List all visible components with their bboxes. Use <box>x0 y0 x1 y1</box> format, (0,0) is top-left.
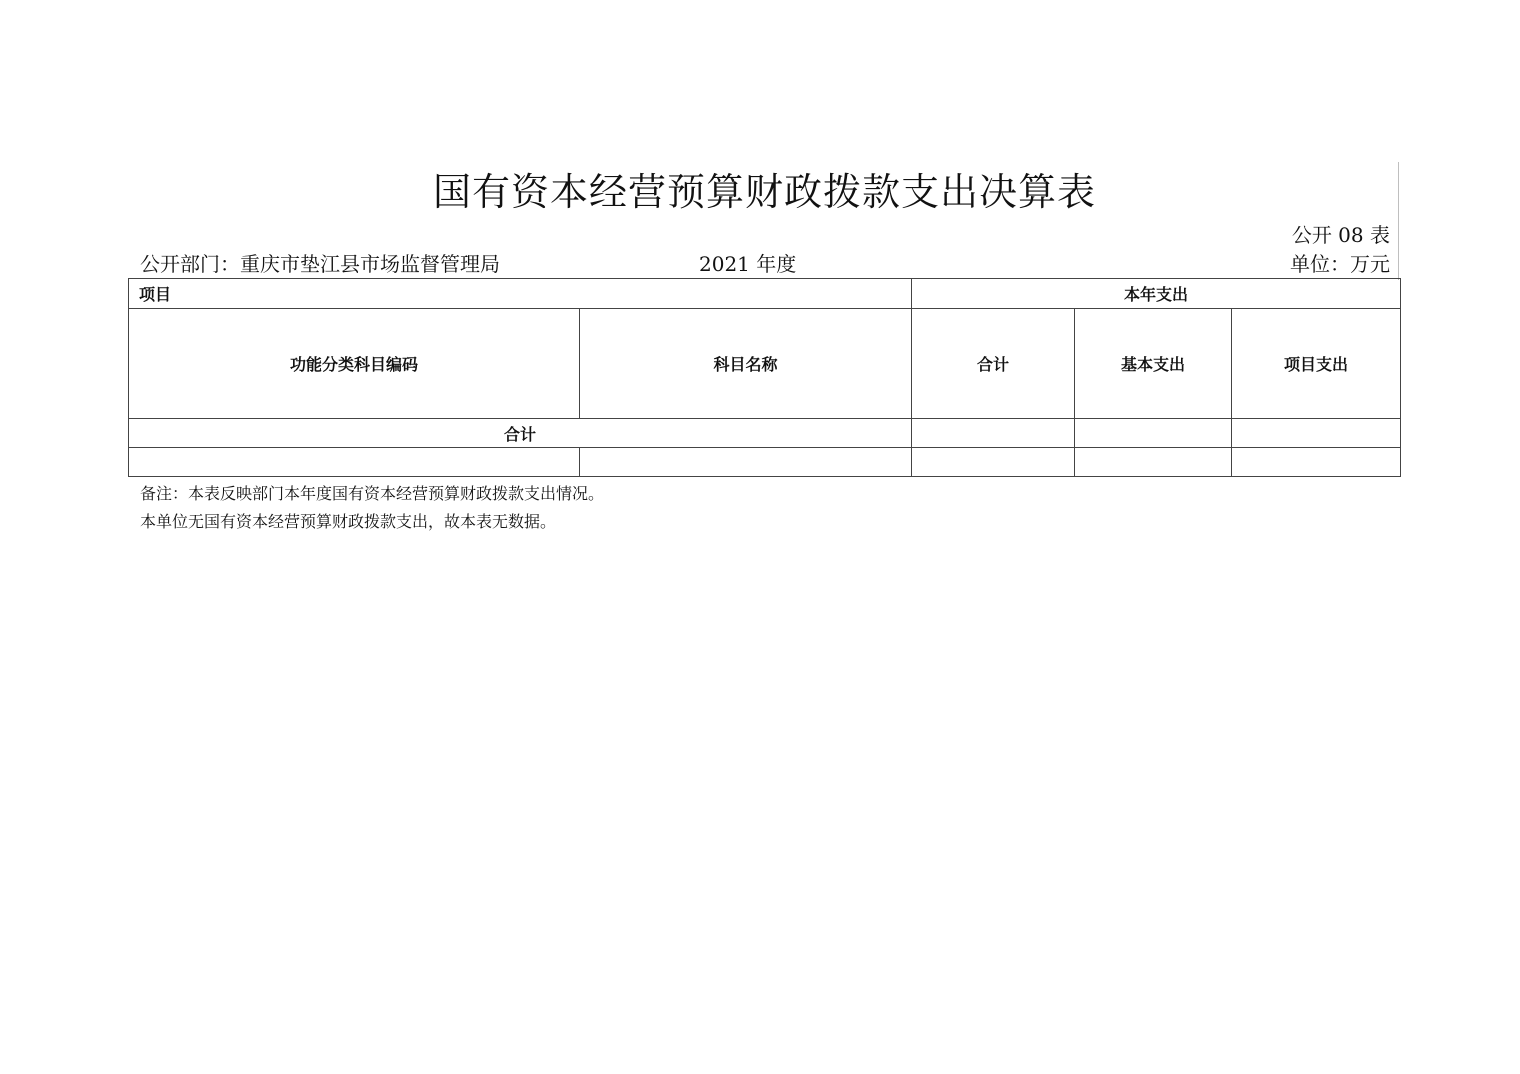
row-name <box>580 448 912 477</box>
col-basic-expense: 基本支出 <box>1075 309 1232 419</box>
total-row <box>129 419 1401 448</box>
header-project: 项目 <box>129 279 912 309</box>
total-row-label: 合计 <box>129 419 912 448</box>
header-current-year-expense: 本年支出 <box>912 279 1401 309</box>
row-project <box>1232 448 1401 477</box>
total-row-basic <box>1075 419 1232 448</box>
page-title: 国有资本经营预算财政拨款支出决算表 <box>432 170 1096 214</box>
note-line-1: 备注：本表反映部门本年度国有资本经营预算财政拨款支出情况。 <box>140 484 605 503</box>
note-line-2: 本单位无国有资本经营预算财政拨款支出，故本表无数据。 <box>140 512 557 531</box>
department-label: 公开部门：重庆市垫江县市场监督管理局 <box>140 252 500 276</box>
col-total: 合计 <box>912 309 1075 419</box>
row-basic <box>1075 448 1232 477</box>
table-number: 公开 08 表 <box>1291 223 1390 247</box>
header-row-columns <box>129 309 1401 419</box>
expense-table <box>128 278 1401 477</box>
table-row <box>129 448 1401 477</box>
col-project-expense: 项目支出 <box>1232 309 1401 419</box>
header-row-group <box>129 279 1401 309</box>
total-row-total <box>912 419 1075 448</box>
row-total <box>912 448 1075 477</box>
row-code <box>129 448 580 477</box>
fiscal-year: 2021 年度 <box>699 252 797 276</box>
total-row-project <box>1232 419 1401 448</box>
col-function-code: 功能分类科目编码 <box>129 309 580 419</box>
unit-label: 单位：万元 <box>1290 252 1390 276</box>
col-subject-name: 科目名称 <box>580 309 912 419</box>
